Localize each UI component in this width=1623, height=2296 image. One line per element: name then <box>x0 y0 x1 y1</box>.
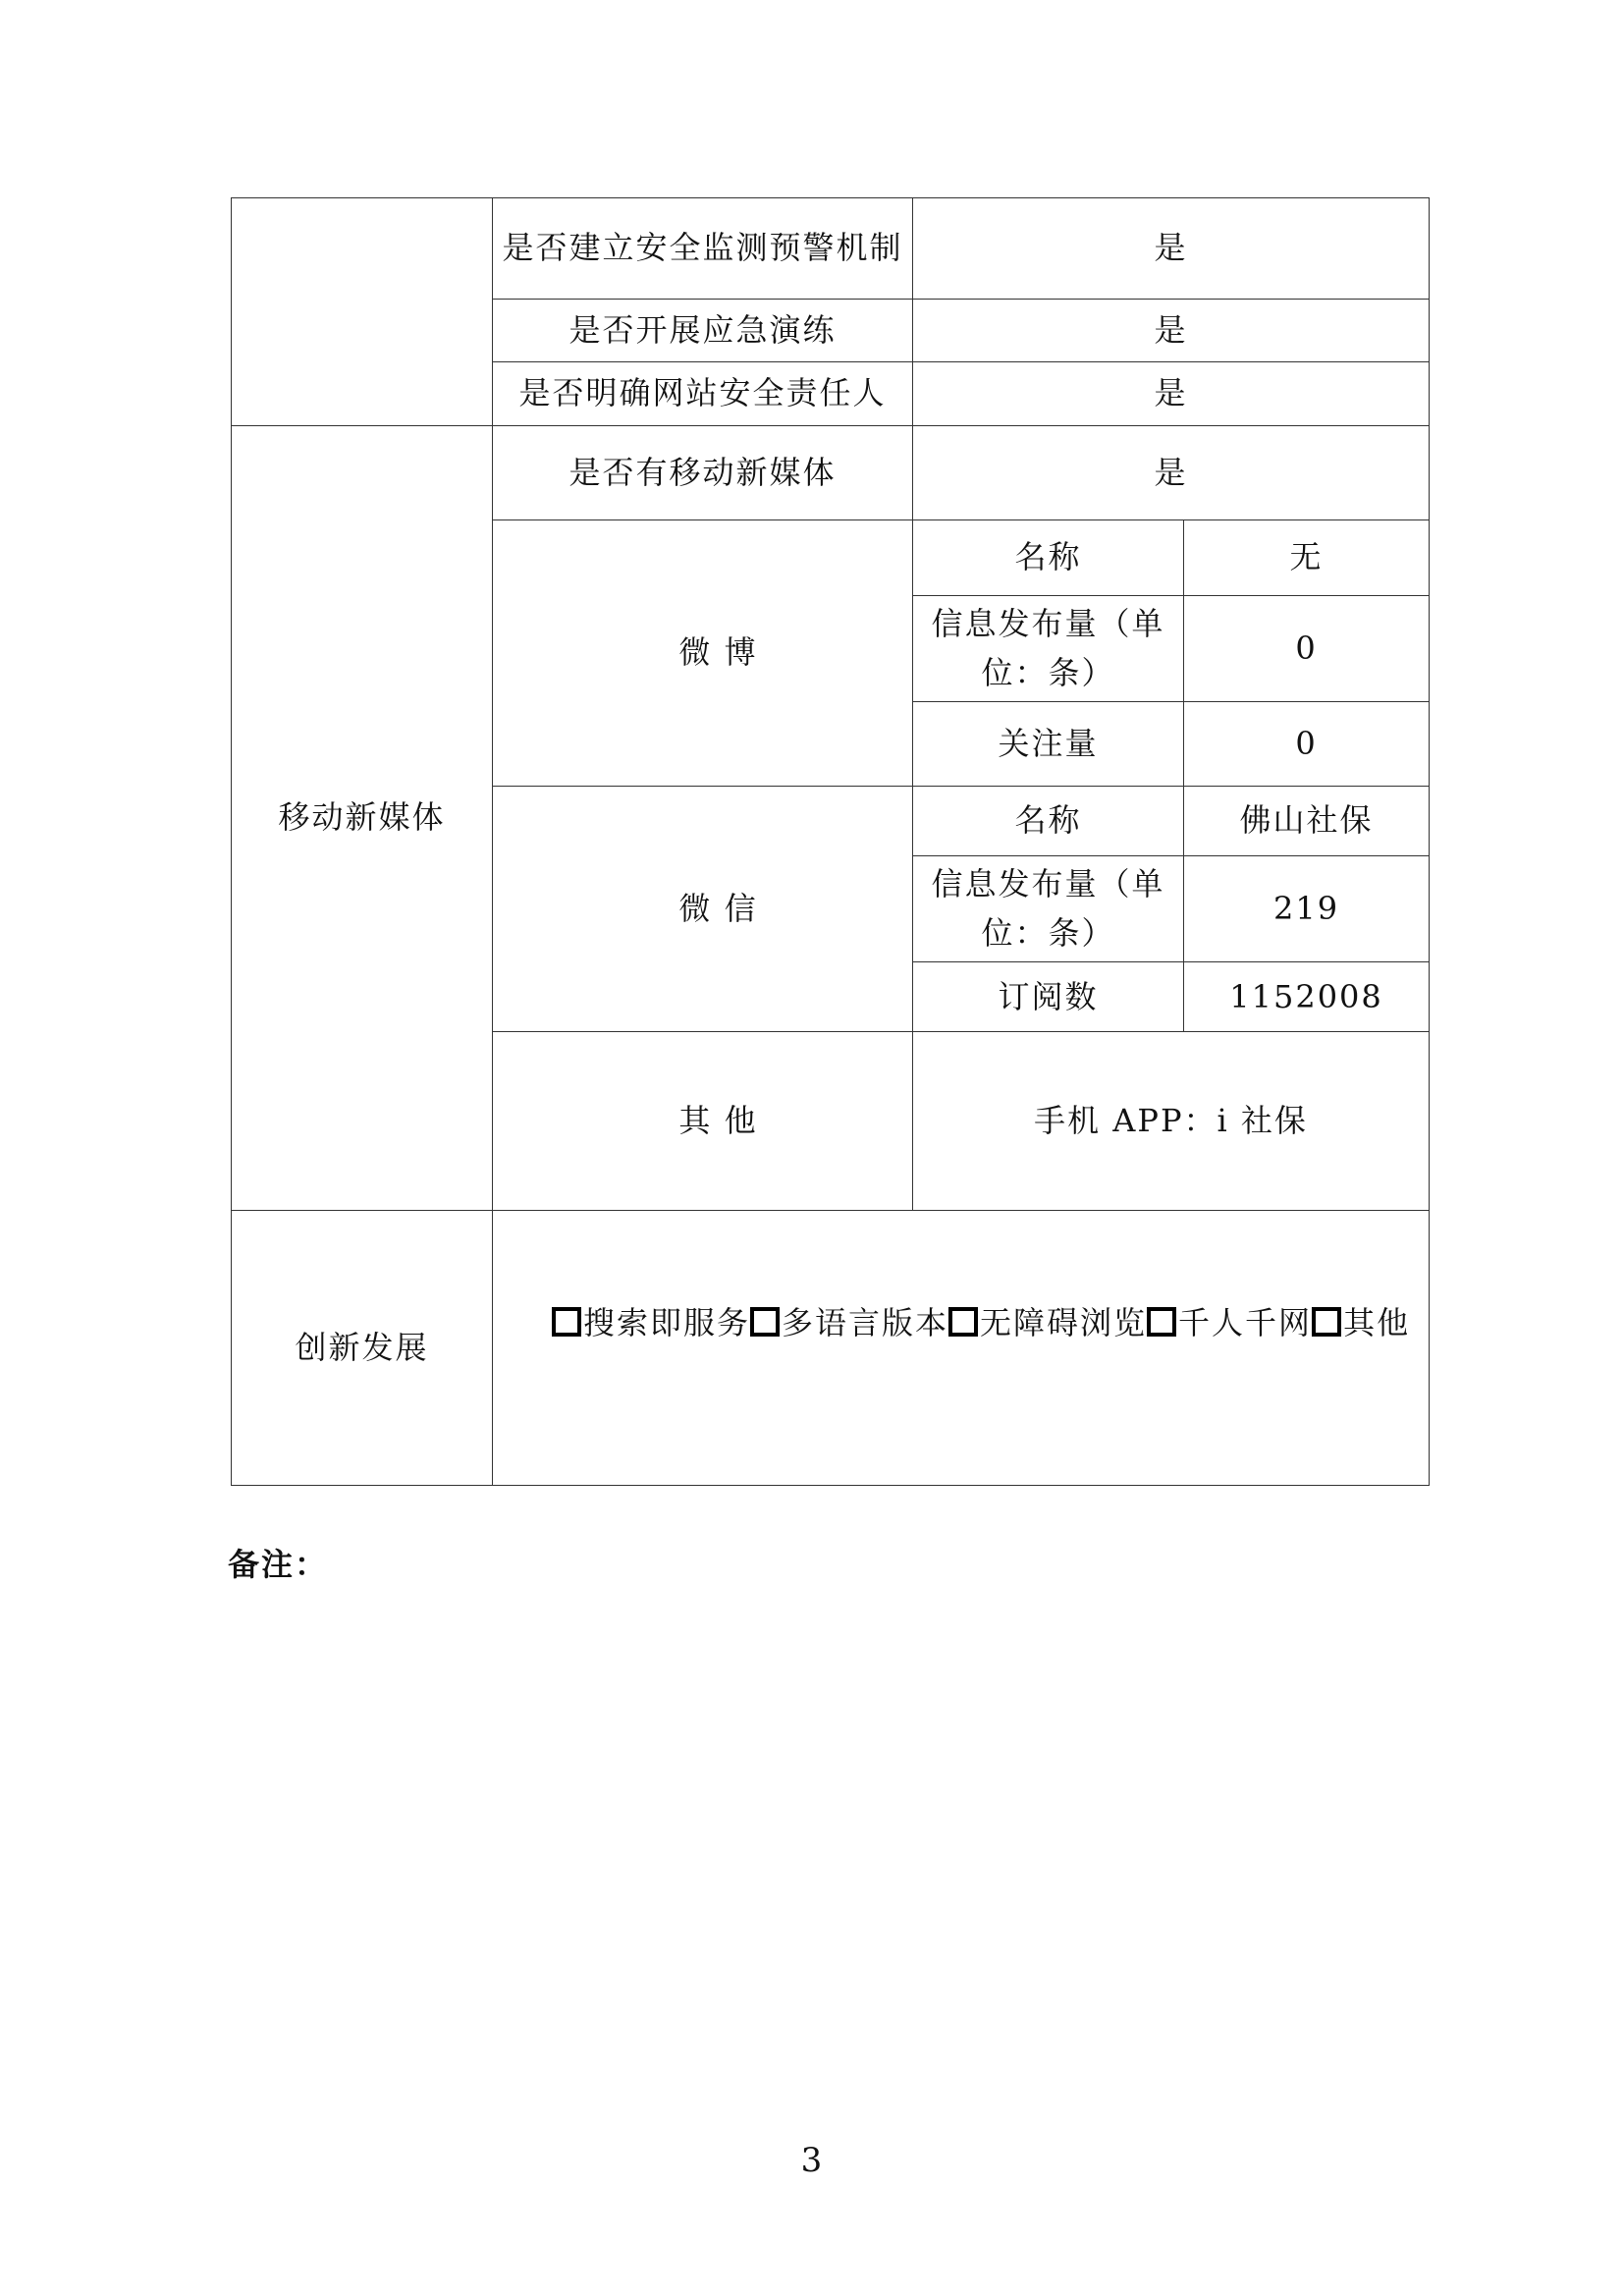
wechat-posts-label: 信息发布量（单位：条） <box>913 856 1184 962</box>
remark-label: 备注： <box>228 1546 329 1583</box>
page-number: 3 <box>800 2141 823 2180</box>
checkbox-icon[interactable] <box>1312 1307 1341 1337</box>
emergency-drill-label: 是否开展应急演练 <box>493 300 913 362</box>
checkbox-icon[interactable] <box>1147 1307 1176 1337</box>
wechat-name-value: 佛山社保 <box>1184 787 1430 856</box>
weibo-posts-value: 0 <box>1184 596 1430 702</box>
option-personalized[interactable]: 千人千网 <box>1147 1299 1312 1348</box>
security-section-cell <box>232 198 493 426</box>
mobile-row <box>232 426 1430 520</box>
security-row <box>232 198 1430 300</box>
innovation-options <box>493 1211 1430 1486</box>
mobile-section-label: 移动新媒体 <box>232 426 493 1211</box>
option-multilingual[interactable]: 多语言版本 <box>750 1299 948 1348</box>
wechat-name-label: 名称 <box>913 787 1184 856</box>
security-monitoring-value: 是 <box>913 198 1430 300</box>
weibo-name-value: 无 <box>1184 520 1430 596</box>
innovation-label: 创新发展 <box>232 1211 493 1486</box>
checkbox-icon[interactable] <box>948 1307 978 1337</box>
weibo-label: 微 博 <box>493 520 913 787</box>
checkbox-icon[interactable] <box>552 1307 581 1337</box>
wechat-subscribers-value: 1152008 <box>1184 962 1430 1032</box>
wechat-label: 微 信 <box>493 787 913 1032</box>
report-table <box>231 197 1430 1486</box>
security-officer-value: 是 <box>913 362 1430 426</box>
has-mobile-label: 是否有移动新媒体 <box>493 426 913 520</box>
option-other[interactable]: 其他 <box>1312 1299 1410 1348</box>
innovation-row <box>232 1211 1430 1486</box>
wechat-subscribers-label: 订阅数 <box>913 962 1184 1032</box>
other-label: 其 他 <box>493 1032 913 1211</box>
security-monitoring-label: 是否建立安全监测预警机制 <box>493 198 913 300</box>
weibo-posts-label: 信息发布量（单位：条） <box>913 596 1184 702</box>
option-search-as-service[interactable]: 搜索即服务 <box>552 1299 750 1348</box>
checkbox-icon[interactable] <box>750 1307 780 1337</box>
weibo-followers-value: 0 <box>1184 702 1430 787</box>
weibo-followers-label: 关注量 <box>913 702 1184 787</box>
weibo-name-label: 名称 <box>913 520 1184 596</box>
wechat-posts-value: 219 <box>1184 856 1430 962</box>
option-accessibility[interactable]: 无障碍浏览 <box>948 1299 1147 1348</box>
security-officer-label: 是否明确网站安全责任人 <box>493 362 913 426</box>
emergency-drill-value: 是 <box>913 300 1430 362</box>
other-value: 手机 APP：i 社保 <box>913 1032 1430 1211</box>
has-mobile-value: 是 <box>913 426 1430 520</box>
